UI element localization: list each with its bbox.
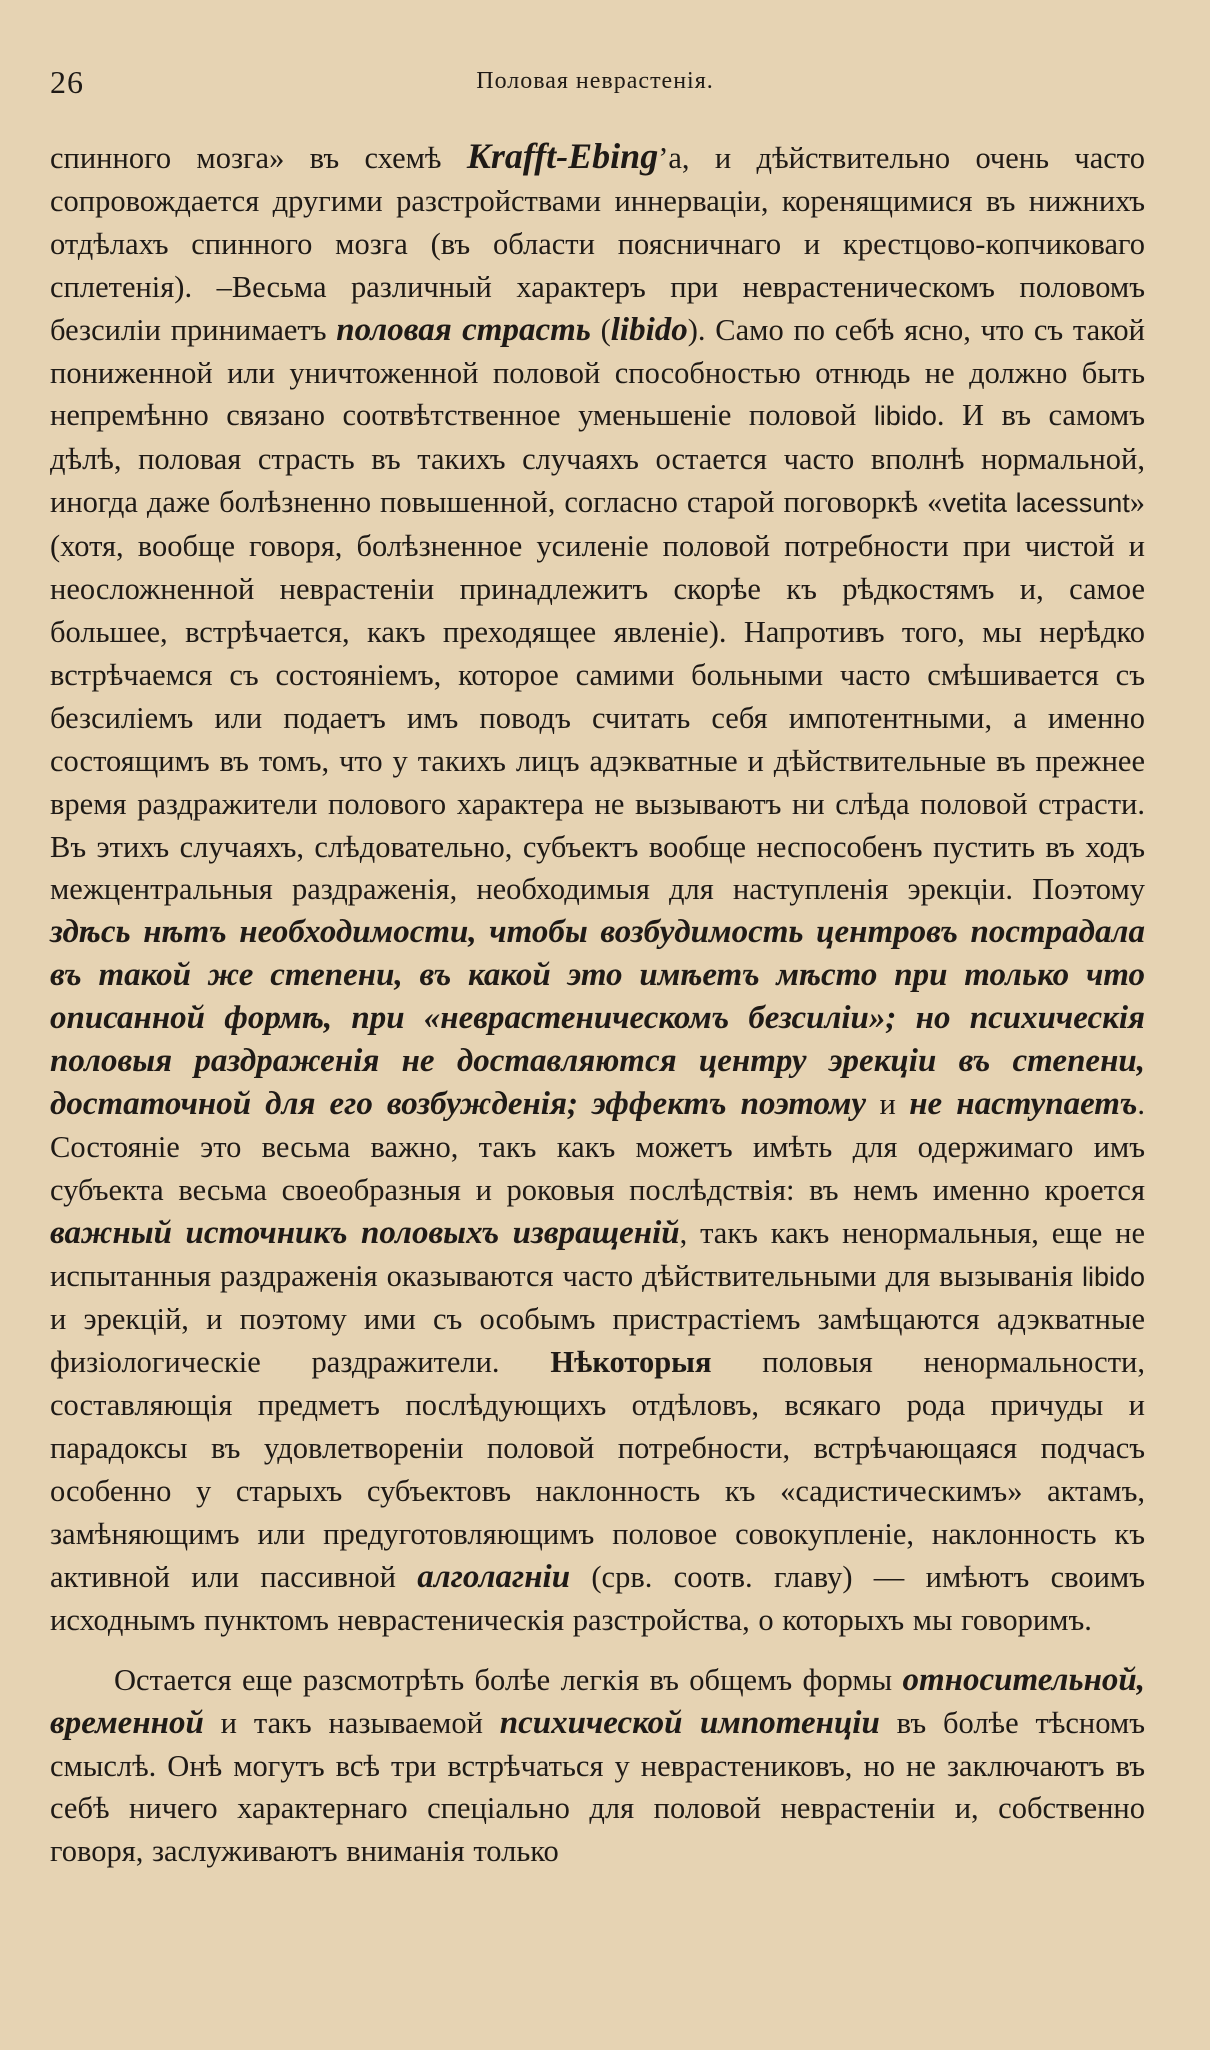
running-title: Половая неврастенія. (476, 68, 714, 94)
paragraph-1: спинного мозга» въ схемѣ Krafft-Ebing’а, и дѣйствительно очень часто сопровождается другими разстройствами иннерваціи, коренящимися въ нижнихъ отдѣлахъ спинного мозга (въ области поясничнаго и крестцово-копчиковаго сплетенія). –Весьма различный характеръ при неврастеническомъ половомъ безсиліи принимаетъ половая страсть (libido). Само по себѣ ясно, что съ такой пониженной или уничтоженной половой способностью отнюдь не должно быть непремѣнно связано соотвѣтственное уменьшеніе половой libido. И въ самомъ дѣлѣ, половая страсть въ такихъ случаяхъ остается часто вполнѣ нормальной, иногда даже болѣзненно повышенной, согласно старой поговоркѣ «vetita lacessunt» (хотя, вообще говоря, болѣзненное усиленіе половой потребности при чистой и неосложненной неврастеніи принадлежитъ скорѣе къ рѣдкостямъ и, самое большее, встрѣчается, какъ преходящее явленіе). Напротивъ того, мы нерѣдко встрѣчаемся съ состояніемъ, которое самими больными часто смѣшивается съ безсиліемъ или подаетъ имъ поводъ считать себя импотентными, а именно состоящимъ въ томъ, что у такихъ лицъ адэкватные и дѣйствительные въ прежнее время раздражители полового характера не вызываютъ ни слѣда половой страсти. Въ этихъ случаяхъ, слѣдовательно, субъектъ вообще неспособенъ пустить въ ходъ межцентральныя раздраженія, необходимыя для наступленія эрекціи. Поэтому здѣсь нѣтъ необходимости, чтобы возбудимость центровъ пострадала въ такой же степени, въ какой это имѣетъ мѣсто при только что описанной формѣ, при «неврастеническомъ безсиліи»; но психическія половыя раздраженія не доставляются центру эрекціи въ степени, достаточной для его возбужденія; эффектъ поэтому и не наступаетъ. Состояніе это весьма важно, такъ какъ можетъ имѣть для одержимаго имъ субъекта весьма своеобразныя и роковыя послѣдствія: въ немъ именно кроется важный источникъ половыхъ извращеній, такъ какъ ненормальныя, еще не испытанныя раздраженія оказываются часто дѣйствительными для вызыванія libido и эрекцій, и поэтому ими съ особымъ пристрастіемъ замѣщаются адэкватные физіологическіе раздражители. Нѣкоторыя половыя ненормальности, составляющія предметъ послѣдующихъ отдѣловъ, всякаго рода причуды и парадоксы въ удовлетвореніи половой потребности, встрѣчающаяся подчасъ особенно у старыхъ субъектовъ наклонность къ «садистическимъ» актамъ, замѣняющимъ или предуготовляющимъ половое совокупленіе, наклонность къ активной или пассивной алголагніи (срв. соотв. главу) — имѣютъ своимъ исходнымъ пунктомъ неврастеническія разстройства, о которыхъ мы говоримъ. (50, 136, 1145, 1637)
body-text (50, 135, 1145, 1873)
page-header (50, 64, 1140, 104)
page-number: 26 (50, 64, 84, 100)
paragraph-2: Остается еще разсмотрѣть болѣе легкія въ общемъ формы относительной, временной и такъ называемой психической импотенціи въ болѣе тѣсномъ смыслѣ. Онѣ могутъ всѣ три встрѣчаться у неврастениковъ, но не заключаютъ въ себѣ ничего характернаго спеціально для половой неврастеніи и, собственно говоря, заслуживаютъ вниманія только (50, 1661, 1145, 1869)
